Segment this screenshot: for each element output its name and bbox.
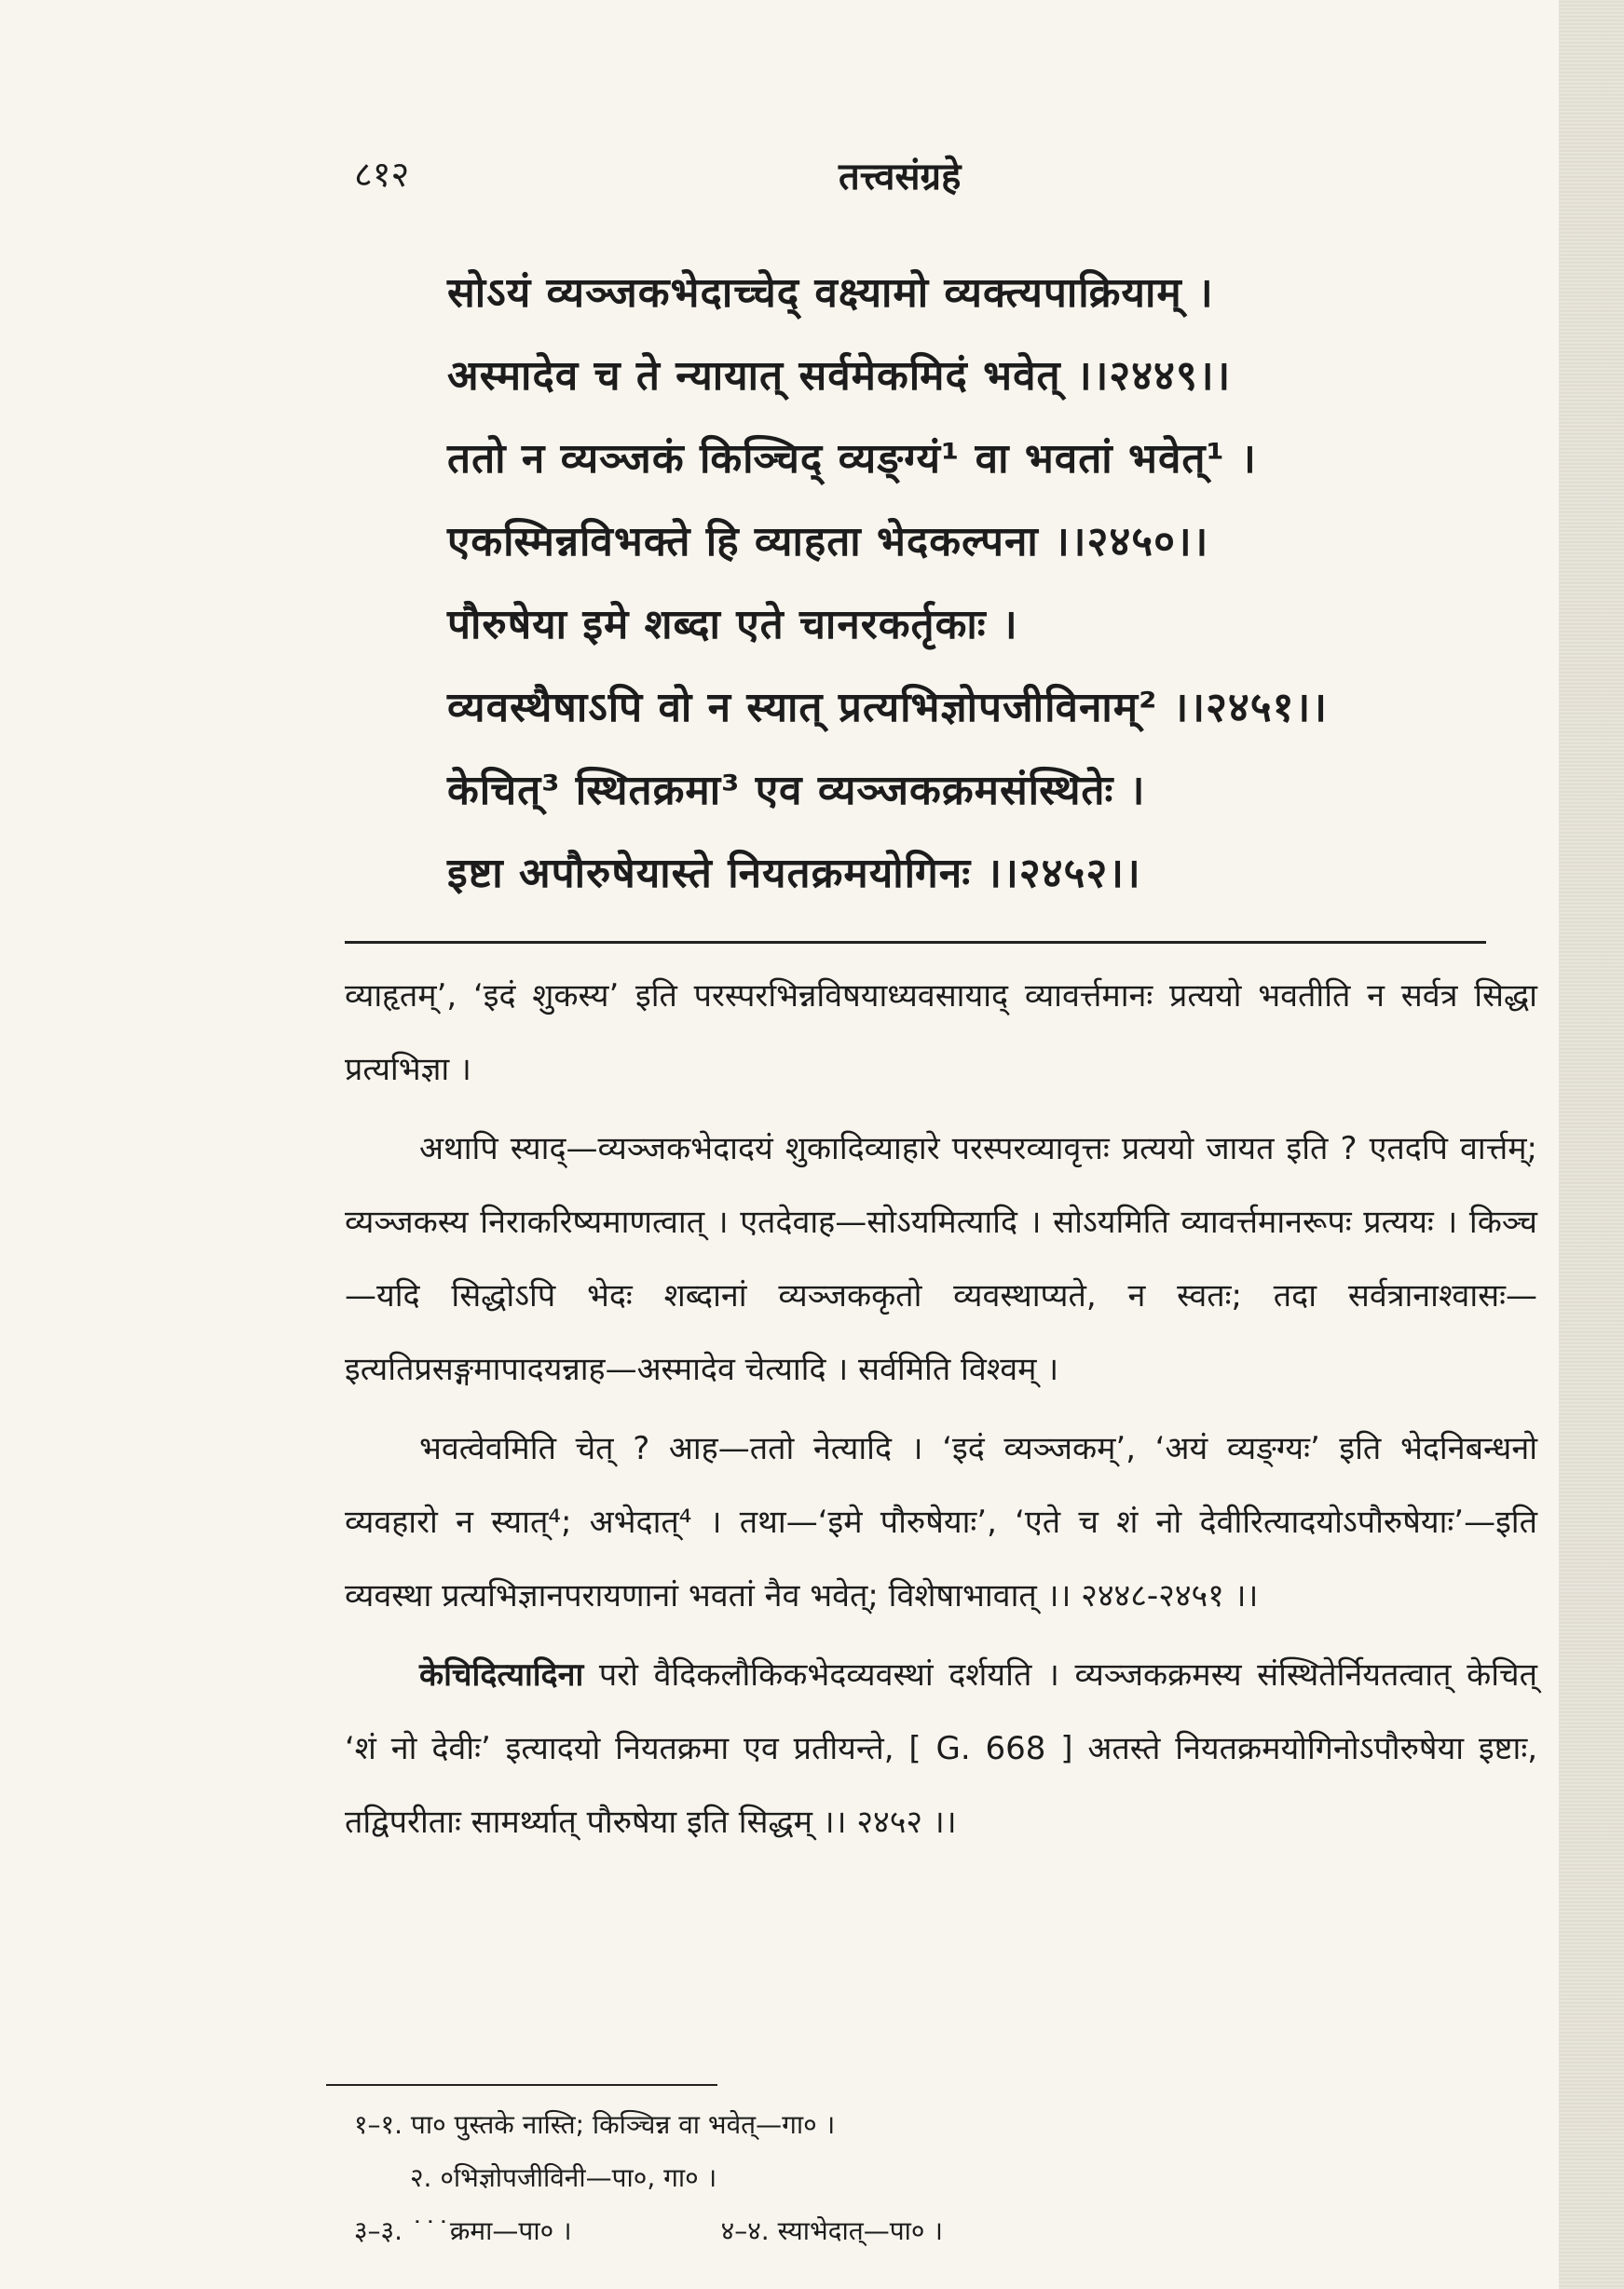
verse-line: अस्मादेव च ते न्यायात् सर्वमेकमिदं भवेत् ।।२४४९।।	[447, 352, 1232, 400]
verse-line: सोऽयं व्यञ्जकभेदाच्चेद् वक्ष्यामो व्यक्त्यपाक्रियाम् ।	[447, 269, 1214, 317]
verse-line: ततो न व्यञ्जकं किञ्चिद् व्यङ्ग्यं¹ वा भवतां भवेत्¹ ।	[447, 435, 1257, 483]
running-title: तत्त्वसंग्रहे	[839, 156, 962, 198]
paragraph-text: परो वैदिकलौकिकभेदव्यवस्थां दर्शयति । व्यञ्जकक्रमस्य संस्थितेर्नियतत्वात् केचित् ‘शं नो देवीः’ इत्यादयो नियतक्रमा एव प्रतीयन्ते, [ G. 668 ] अतस्ते नियतक्रमयोगिनोऽपौरुषेया इष्टाः, तद्विपरीताः सामर्थ्यात् पौरुषेया इति सिद्धम् ।। २४५२ ।।	[345, 1656, 1537, 1841]
verse-line: व्यवस्थैषाऽपि वो न स्यात् प्रत्यभिज्ञोपजीविनाम्² ।।२४५१।।	[447, 684, 1328, 731]
verse-line: केचित्³ स्थितक्रमा³ एव व्यञ्जकक्रमसंस्थितेः ।	[447, 767, 1146, 814]
footnote: २. ०भिज्ञोपजीविनी—पा०, गा० ।	[410, 2162, 717, 2193]
footnote: १–१. पा० पुस्तके नास्ति; किञ्चिन्न वा भवेत्—गा० ।	[354, 2109, 836, 2140]
verse-line: पौरुषेया इमे शब्दा एते चानरकर्तृकाः ।	[447, 601, 1018, 648]
verse-commentary-divider	[345, 941, 1486, 944]
footnotes	[354, 2098, 1500, 2257]
page-header	[354, 149, 1472, 205]
verse-reference: केचिदित्यादिना	[419, 1656, 584, 1694]
paragraph-text: अथापि स्याद्—व्यञ्जकभेदादयं शुकादिव्याहारे परस्परव्यावृत्तः प्रत्ययो जायत इति ? एतदपि वार्त्तम्; व्यञ्जकस्य निराकरिष्यमाणत्वात् । एतदेवाह—सोऽयमित्यादि । सोऽयमिति व्यावर्त्तमानरूपः प्रत्ययः । किञ्च—यदि सिद्धोऽपि भेदः शब्दानां व्यञ्जककृतो व्यवस्थाप्यते, न स्वतः; तदा सर्वत्रानाश्वासः—इत्यतिप्रसङ्गमापादयन्नाह—अस्मादेव चेत्यादि । सर्वमिति विश्वम् ।	[345, 1130, 1537, 1388]
commentary-paragraph	[345, 1412, 1537, 1633]
commentary-paragraph	[345, 1639, 1537, 1860]
commentary-paragraph	[345, 960, 1537, 1107]
page-number: ८१२	[354, 154, 410, 195]
footnote-row	[354, 2204, 1500, 2257]
paragraph-text: व्याहृतम्’, ‘इदं शुकस्य’ इति परस्परभिन्नविषयाध्यवसायाद् व्यावर्त्तमानः प्रत्ययो भवतीति न सर्वत्र सिद्धा प्रत्यभिज्ञा ।	[345, 977, 1537, 1088]
verse-block	[447, 252, 1537, 915]
page-gutter-shadow	[1559, 0, 1624, 2289]
footnote: ३–३. ˙˙˙क्रमा—पा० ।	[354, 2215, 572, 2246]
paragraph-text: भवत्वेवमिति चेत् ? आह—ततो नेत्यादि । ‘इदं व्यञ्जकम्’, ‘अयं व्यङ्ग्यः’ इति भेदनिबन्धनो व्यवहारो न स्यात्⁴; अभेदात्⁴ । तथा—‘इमे पौरुषेयाः’, ‘एते च शं नो देवीरित्यादयोऽपौरुषेयाः’—इति व्यवस्था प्रत्यभिज्ञानपरायणानां भवतां नैव भवेत्; विशेषाभावात् ।। २४४८-२४५१ ।।	[345, 1430, 1537, 1615]
verse-line: इष्टा अपौरुषेयास्ते नियतक्रमयोगिनः ।।२४५२।।	[447, 850, 1141, 897]
commentary-paragraph	[345, 1112, 1537, 1407]
footnote-divider	[326, 2084, 717, 2086]
commentary-block	[345, 960, 1537, 1865]
footnote: ४–४. स्याभेदात्—पा० ।	[720, 2215, 943, 2246]
verse-line: एकस्मिन्नविभक्ते हि व्याहता भेदकल्पना ।।२४५०।।	[447, 518, 1209, 565]
